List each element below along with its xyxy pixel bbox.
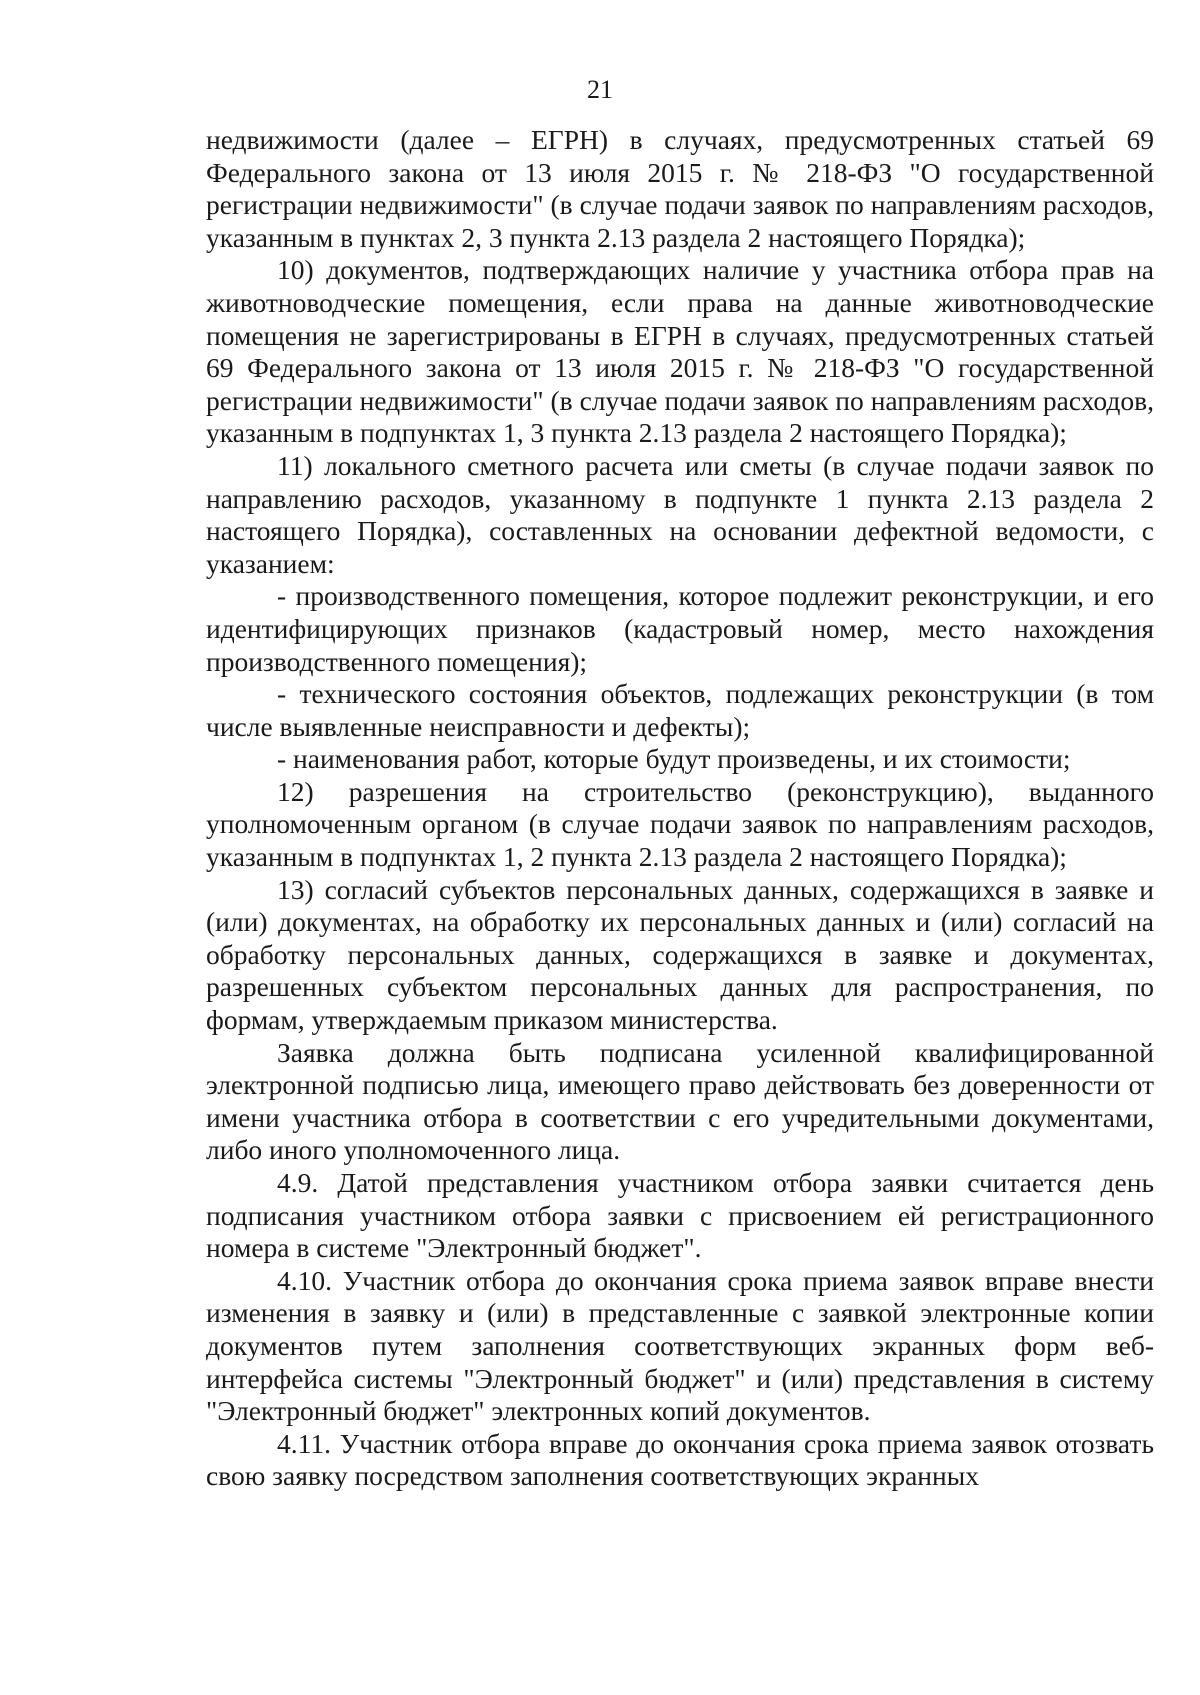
- paragraph-item-12: 12) разрешения на строительство (реконструкцию), выданного уполномоченным органом (в случае подачи заявок по направлениям расходов, указанным в подпунктах 1, 2 пункта 2.13 раздела 2 настоящего Порядка);: [206, 775, 1154, 873]
- paragraph-item-13: 13) согласий субъектов персональных данных, содержащихся в заявке и (или) документах, на обработку их персональных данных и (или) согласий на обработку персональных данных, содержащихся в заявке и документах, разрешенных субъектом персональных данных для распространения, по формам, утверждаемым приказом министерства.: [206, 873, 1154, 1036]
- paragraph-dash-technical-state: - технического состояния объектов, подлежащих реконструкции (в том числе выявленные неисправности и дефекты);: [206, 678, 1154, 742]
- paragraph-4-10: 4.10. Участник отбора до окончания срока приема заявок вправе внести изменения в заявку и (или) в представленные с заявкой электронные копии документов путем заполнения соответствующих экранных форм веб-интерфейса системы "Электронный бюджет" и (или) представления в систему "Электронный бюджет" электронных копий документов.: [206, 1264, 1154, 1427]
- document-body: [206, 124, 1154, 1493]
- paragraph-4-11: 4.11. Участник отбора вправе до окончания срока приема заявок отозвать свою заявку посредством заполнения соответствующих экранных: [206, 1427, 1154, 1492]
- paragraph-4-9: 4.9. Датой представления участником отбора заявки считается день подписания участником отбора заявки с присвоением ей регистрационного номера в системе "Электронный бюджет".: [206, 1167, 1154, 1264]
- paragraph-dash-works: - наименования работ, которые будут произведены, и их стоимости;: [277, 743, 1071, 775]
- paragraph-egrn-continuation: недвижимости (далее – ЕГРН) в случаях, предусмотренных статьей 69 Федерального закона от 13 июля 2015 г. № 218-ФЗ "О государственной регистрации недвижимости" (в случае подачи заявок по направлениям расходов, указанным в пунктах 2, 3 пункта 2.13 раздела 2 настоящего Порядка);: [206, 124, 1154, 253]
- paragraph-item-11: 11) локального сметного расчета или сметы (в случае подачи заявок по направлению расходов, указанному в подпункте 1 пункта 2.13 раздела 2 настоящего Порядка), составленных на основании дефектной ведомости, с указанием:: [206, 449, 1154, 579]
- paragraph-signature-requirement: Заявка должна быть подписана усиленной квалифицированной электронной подписью лица, имеющего право действовать без доверенности от имени участника отбора в соответствии с его учредительными документами, либо иного уполномоченного лица.: [206, 1036, 1154, 1166]
- paragraph-item-10: 10) документов, подтверждающих наличие у участника отбора прав на животноводческие помещения, если права на данные животноводческие помещения не зарегистрированы в ЕГРН в случаях, предусмотренных статьей 69 Федерального закона от 13 июля 2015 г. № 218-ФЗ "О государственной регистрации недвижимости" (в случае подачи заявок по направлениям расходов, указанным в подпунктах 1, 3 пункта 2.13 раздела 2 настоящего Порядка);: [206, 254, 1154, 449]
- page-number: 21: [587, 75, 613, 104]
- paragraph-dash-premises: - производственного помещения, которое подлежит реконструкции, и его идентифицирующих признаков (кадастровый номер, место нахождения производственного помещения);: [206, 580, 1154, 677]
